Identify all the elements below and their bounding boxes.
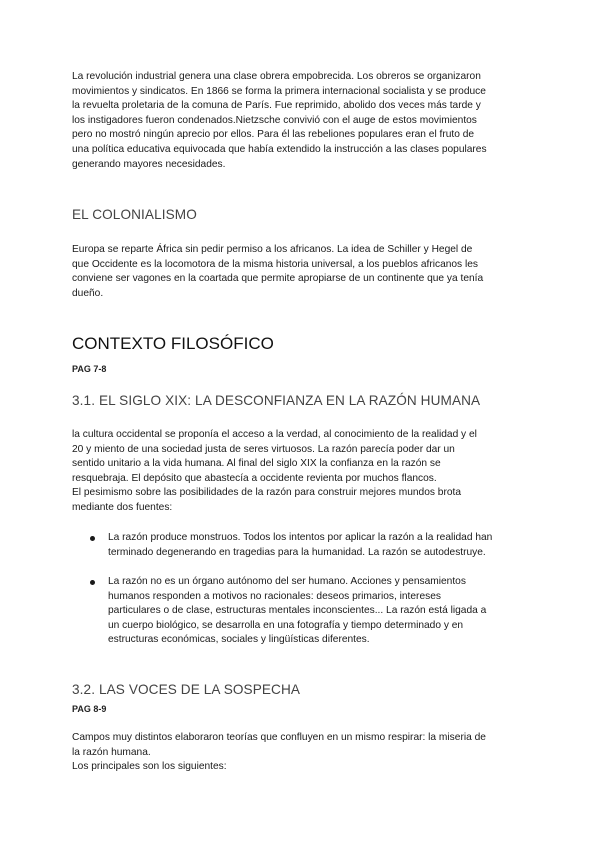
text-line: Europa se reparte África sin pedir permiso a los africanos. La idea de Schiller y Hegel de	[72, 244, 473, 255]
text-line: movimientos y sindicatos. En 1866 se forma la primera internacional socialista y se produce	[72, 85, 486, 97]
text-line: La revolución industrial genera una clase obrera empobrecida. Los obreros se organizaron	[72, 71, 481, 82]
text-line: un cuerpo biológico, se desarrolla en una fotografía y tiempo determinado y en	[108, 619, 464, 631]
page-reference: PAG 7-8	[72, 364, 107, 374]
text-line: resquebraja. El depósito que abastecía a occidente revienta por muchos flancos.	[72, 472, 437, 484]
section-3-2-heading: 3.2. LAS VOCES DE LA SOSPECHA	[72, 682, 301, 697]
text-line: estructuras económicas, sociales y lingüísticas diferentes.	[108, 634, 370, 646]
text-line: una política educativa equivocada que había extendido la instrucción a las clases populares	[72, 143, 487, 155]
section-3-1-paragraph	[72, 428, 528, 516]
text-line: pero no mostró ningún aprecio por ellos. Para él las rebeliones populares eran el fruto de	[72, 129, 475, 141]
text-line: dueño.	[72, 287, 104, 299]
text-line: Campos muy distintos elaboraron teorías que confluyen en un mismo respirar: la miseria de	[72, 732, 486, 743]
text-line: la revuelta proletaria de la comuna de París. Fue reprimido, abolido dos veces más tarde y	[72, 100, 481, 112]
context-title: CONTEXTO FILOSÓFICO	[72, 334, 274, 353]
text-line: humanos responden a motivos no racionales: deseos primarios, intereses	[108, 590, 441, 602]
section-3-2-paragraph	[72, 731, 528, 775]
section-3-1-heading: 3.1. EL SIGLO XIX: LA DESCONFIANZA EN LA RAZÓN HUMANA	[72, 393, 481, 408]
text-line: La razón no es un órgano autónomo del ser humano. Acciones y pensamientos	[108, 576, 466, 587]
text-line: mediante dos fuentes:	[72, 501, 173, 513]
text-line: la cultura occidental se proponía el acceso a la verdad, al conocimiento de la realidad y el	[72, 429, 477, 440]
bullet-list-2	[90, 575, 528, 648]
text-line: particulares o de clase, estructuras mentales inconscientes... La razón está ligada a	[108, 605, 487, 617]
page-reference: PAG 8-9	[72, 704, 107, 714]
bullet-icon	[90, 580, 95, 585]
text-line: terminado degenerando en tragedias para la humanidad. La razón se autodestruye.	[108, 546, 486, 558]
colonialism-paragraph	[72, 243, 528, 301]
text-line: la razón humana.	[72, 746, 151, 758]
text-line: sentido unitario a la vida humana. Al final del siglo XIX la confianza en la razón se	[72, 458, 441, 470]
list-item	[90, 531, 528, 560]
bullet-icon	[90, 536, 95, 541]
text-line: los instigadores fueron condenados.Nietzsche convivió con el auge de estos movimientos	[72, 114, 477, 126]
bullet-list-1	[90, 531, 528, 560]
list-item	[90, 575, 528, 648]
text-line: El pesimismo sobre las posibilidades de la razón para construir mejores mundos brota	[72, 487, 462, 499]
text-line: 20 y miento de una sociedad justa de seres virtuosos. La razón parecía poder dar un	[72, 443, 455, 455]
text-line: generando mayores necesidades.	[72, 158, 226, 170]
text-line: Los principales son los siguientes:	[72, 761, 227, 773]
text-line: que Occidente es la locomotora de la misma historia universal, a los pueblos africanos les	[72, 258, 479, 270]
intro-paragraph	[72, 70, 528, 172]
text-line: conviene ser vagones en la coartada que permite apropiarse de un continente que ya tenía	[72, 273, 484, 285]
colonialism-heading: EL COLONIALISMO	[72, 207, 197, 222]
text-line: La razón produce monstruos. Todos los intentos por aplicar la razón a la realidad han	[108, 532, 493, 543]
